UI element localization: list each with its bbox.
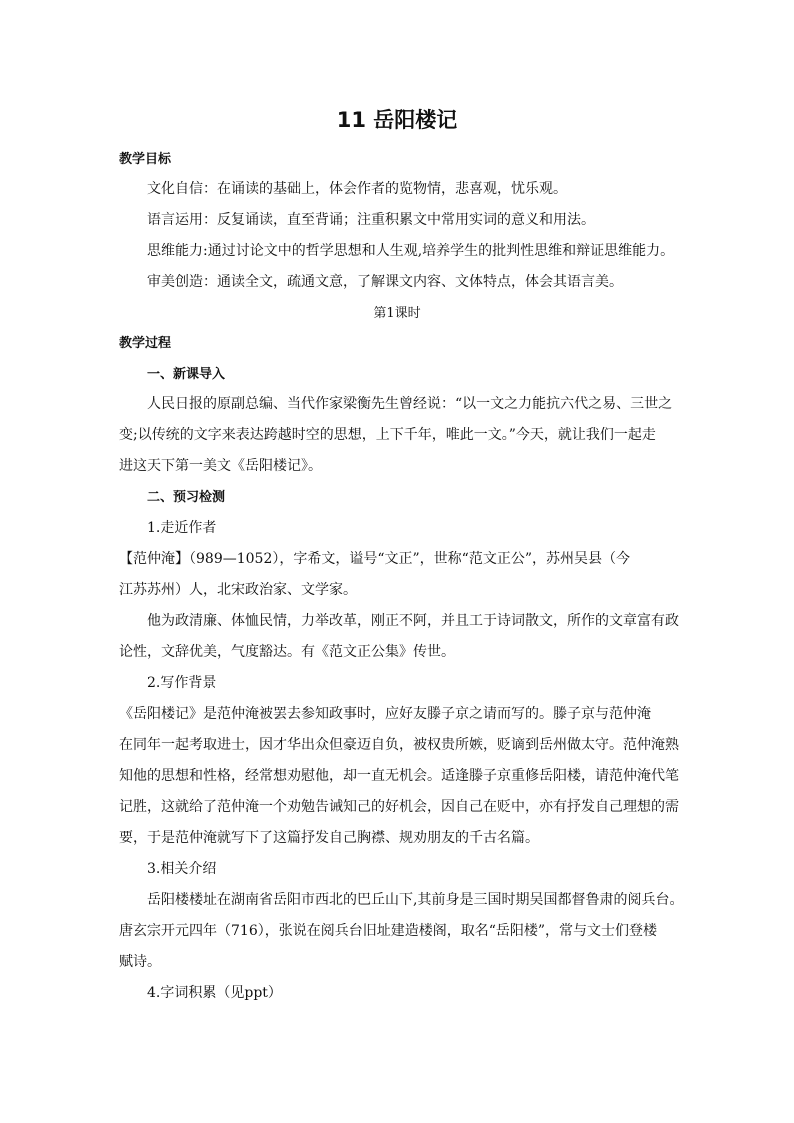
paragraph-line: 记胜，这就给了范仲淹一个劝勉告诫知己的好机会，因自己在贬中，亦有抒发自己理想的需 <box>119 799 679 815</box>
objective-item: 思维能力:通过讨论文中的哲学思想和人生观,培养学生的批判性思维和辩证思维能力。 <box>147 243 675 259</box>
paragraph-line: 赋诗。 <box>119 954 161 970</box>
subsection-title: 3.相关介绍 <box>147 861 217 877</box>
subsection-title: 2.写作背景 <box>147 675 217 691</box>
lesson-label: 第1课时 <box>373 306 421 321</box>
paragraph-line: 人民日报的原副总编、当代作家梁衡先生曾经说：“以一文之力能抗六代之易、三世之 <box>147 396 673 412</box>
document-title: 11 岳阳楼记 <box>336 108 458 132</box>
paragraph-line: 要，于是范仲淹就写下了这篇抒发自己胸襟、规劝朋友的千古名篇。 <box>119 830 539 846</box>
objective-item: 语言运用：反复诵读，直至背诵；注重积累文中常用实词的意义和用法。 <box>147 212 595 228</box>
paragraph-line: 进这天下第一美文《岳阳楼记》。 <box>119 458 322 474</box>
paragraph-line: 在同年一起考取进士，因才华出众但豪迈自负，被权贵所嫉，贬谪到岳州做太守。范仲淹熟 <box>119 737 679 753</box>
section-title: 二、预习检测 <box>147 490 226 505</box>
paragraph-line: 岳阳楼楼址在湖南省岳阳市西北的巴丘山下,其前身是三国时期吴国都督鲁肃的阅兵台。 <box>147 892 684 908</box>
paragraph-line: 变;以传统的文字来表达跨越时空的思想，上下千年，唯此一文。”今天，就让我们一起走 <box>119 427 656 443</box>
paragraph-line: 江苏苏州）人，北宋政治家、文学家。 <box>119 582 357 598</box>
paragraph-line: 【范仲淹】（989—1052），字希文，谥号“文正”，世称“范文正公”，苏州吴县（今 <box>119 551 630 567</box>
objective-item: 文化自信：在诵读的基础上，体会作者的览物情，悲喜观，忧乐观。 <box>147 181 567 197</box>
subsection-title: 4.字词积累（见ppt） <box>147 985 282 1001</box>
paragraph-line: 他为政清廉、体恤民情，力举改革，刚正不阿，并且工于诗词散文，所作的文章富有政 <box>147 613 679 629</box>
paragraph-line: 知他的思想和性格，经常想劝慰他，却一直无机会。适逢滕子京重修岳阳楼，请范仲淹代笔 <box>119 768 679 784</box>
paragraph-line: 《岳阳楼记》是范仲淹被罢去参知政事时，应好友滕子京之请而写的。滕子京与范仲淹 <box>119 706 651 722</box>
subsection-title: 1.走近作者 <box>147 520 217 536</box>
paragraph-line: 唐玄宗开元四年（716），张说在阅兵台旧址建造楼阁，取名“岳阳楼”，常与文士们登楼 <box>119 923 658 939</box>
process-heading: 教学过程 <box>119 336 172 351</box>
objectives-heading: 教学目标 <box>119 152 172 167</box>
paragraph-line: 论性，文辞优美，气度豁达。有《范文正公集》传世。 <box>119 644 455 660</box>
section-title: 一、新课导入 <box>147 367 226 382</box>
objective-item: 审美创造：通读全文，疏通文意，了解课文内容、文体特点，体会其语言美。 <box>147 274 623 290</box>
